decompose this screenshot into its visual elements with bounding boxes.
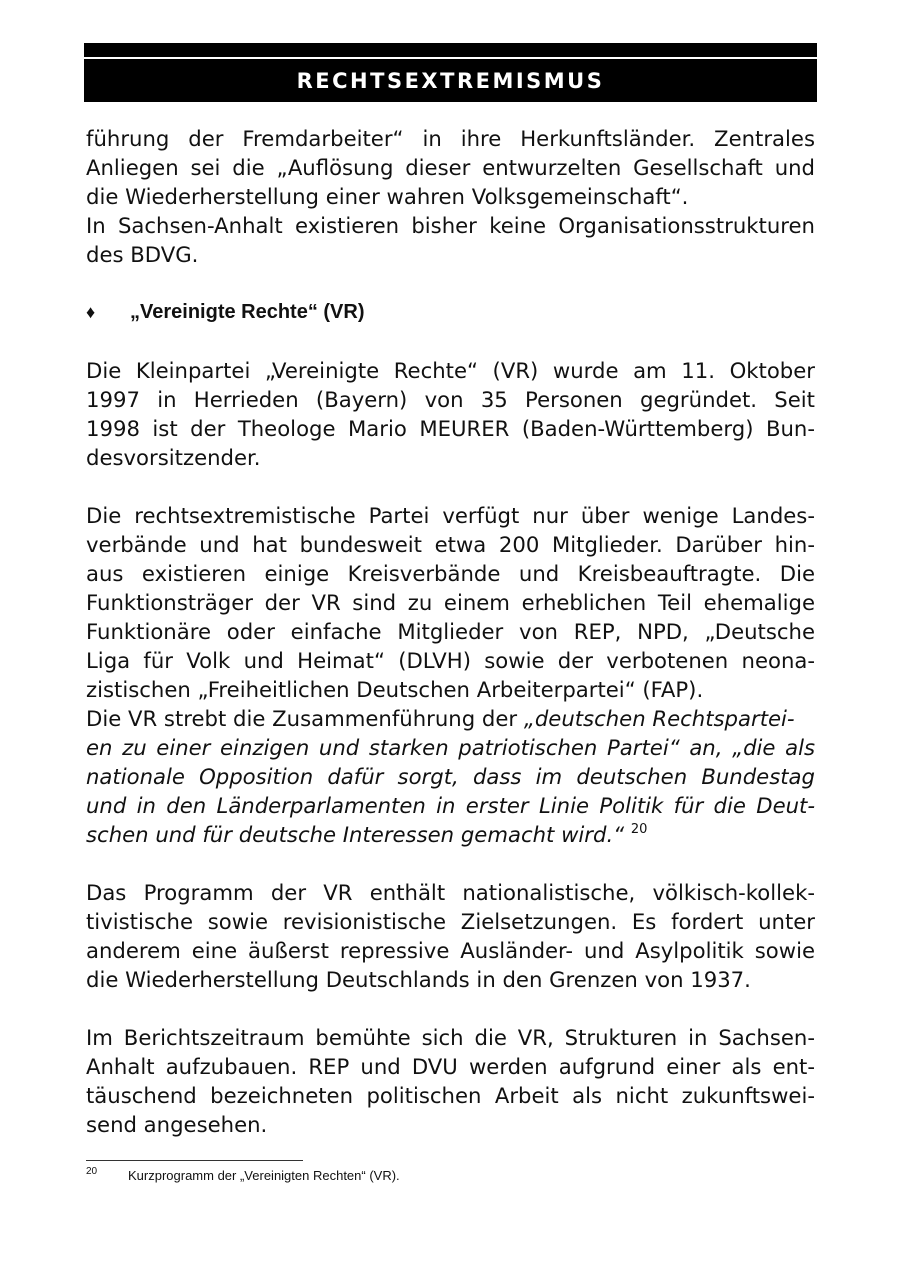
section-heading-text: „Vereinigte Rechte“ (VR) — [130, 301, 365, 323]
body-line: desvorsitzender. — [86, 445, 261, 470]
footnote-text: Kurzprogramm der „Vereinigten Rechten“ (VR). — [128, 1168, 400, 1183]
body-line: die Wiederherstellung Deutschlands in den Grenzen von 1937. — [86, 967, 751, 992]
diamond-bullet-icon: ♦ — [86, 302, 96, 322]
footnote-number: 20 — [86, 1166, 98, 1177]
body-line — [86, 704, 815, 733]
quote-text: en zu einer einzigen und starken patriotischen Partei“ an, „die als — [86, 735, 815, 760]
body-line: Das Programm der VR enthält nationalistische, völkisch-kollek- — [86, 880, 815, 905]
header-top-rule — [84, 43, 817, 57]
body-line: tivistische sowie revisionistische Zielsetzungen. Es fordert unter — [86, 909, 815, 934]
body-line: Die rechtsextremistische Partei verfügt nur über wenige Landes- — [86, 503, 815, 528]
body-line: verbände und hat bundesweit etwa 200 Mitglieder. Darüber hin- — [86, 532, 815, 557]
body-line — [86, 733, 815, 762]
body-line: Im Berichtszeitraum bemühte sich die VR, Strukturen in Sachsen- — [86, 1025, 815, 1050]
body-line: des BDVG. — [86, 242, 199, 267]
body-line: Anliegen sei die „Auflösung dieser entwurzelten Gesellschaft und — [86, 155, 815, 180]
body-line — [86, 820, 815, 849]
body-line: täuschend bezeichneten politischen Arbeit als nicht zukunftswei- — [86, 1083, 815, 1108]
quote-text: schen und für deutsche Interessen gemacht wird.“ — [86, 822, 625, 847]
body-line: führung der Fremdarbeiter“ in ihre Herkunftsländer. Zentrales — [86, 126, 815, 151]
body-line: Funktionäre oder einfache Mitglieder von REP, NPD, „Deutsche — [86, 619, 815, 644]
body-line: Liga für Volk und Heimat“ (DLVH) sowie der verbotenen neona- — [86, 648, 815, 673]
body-line: 1998 ist der Theologe Mario MEURER (Baden-Württemberg) Bun- — [86, 416, 815, 441]
body-line: Anhalt aufzubauen. REP und DVU werden aufgrund einer als ent- — [86, 1054, 815, 1079]
body-line — [86, 791, 815, 820]
quote-text: und in den Länderparlamenten in erster Linie Politik für die Deut- — [86, 793, 815, 818]
body-line: die Wiederherstellung einer wahren Volksgemeinschaft“. — [86, 184, 689, 209]
footnote-reference: 20 — [630, 822, 648, 837]
body-line — [86, 762, 815, 791]
body-line: In Sachsen-Anhalt existieren bisher keine Organisationsstrukturen — [86, 213, 815, 238]
footnote-divider — [86, 1160, 303, 1161]
body-line: aus existieren einige Kreisverbände und Kreisbeauftragte. Die — [86, 561, 815, 586]
quote-text: „deutschen Rechtspartei- — [523, 706, 795, 731]
page-title: RECHTSEXTREMISMUS — [296, 68, 605, 93]
body-line: send angesehen. — [86, 1112, 268, 1137]
body-text: Die VR strebt die Zusammenführung der — [86, 706, 524, 731]
footnote — [86, 1168, 400, 1183]
quote-text: nationale Opposition dafür sorgt, dass im deutschen Bundestag — [86, 764, 815, 789]
section-heading — [86, 298, 815, 327]
body-line: 1997 in Herrieden (Bayern) von 35 Personen gegründet. Seit — [86, 387, 815, 412]
body-line: anderem eine äußerst repressive Ausländer- und Asylpolitik sowie — [86, 938, 815, 963]
body-line: Funktionsträger der VR sind zu einem erheblichen Teil ehemalige — [86, 590, 815, 615]
body-line: Die Kleinpartei „Vereinigte Rechte“ (VR) wurde am 11. Oktober — [86, 358, 815, 383]
body-line: zistischen „Freiheitlichen Deutschen Arbeiterpartei“ (FAP). — [86, 677, 704, 702]
page-body — [86, 124, 815, 1139]
page-header — [84, 59, 817, 102]
